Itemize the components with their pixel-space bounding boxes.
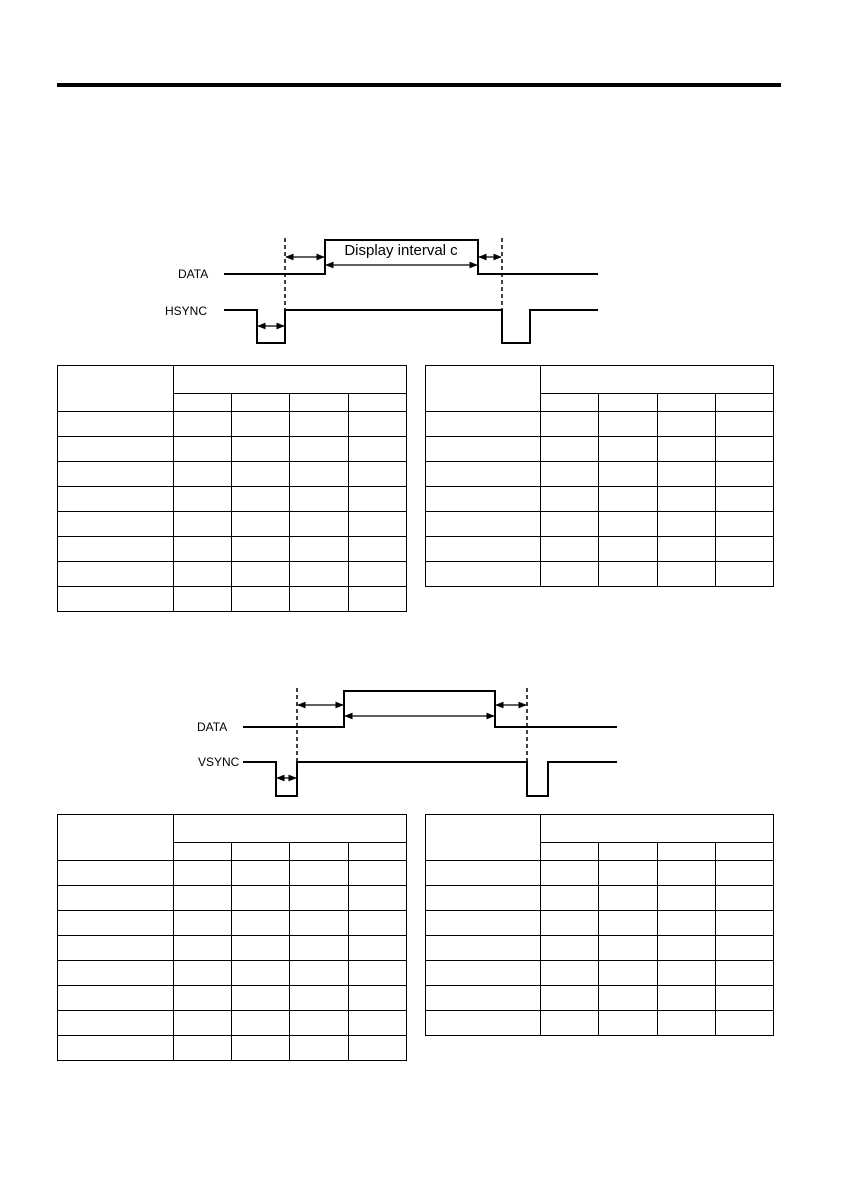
value-cell xyxy=(290,487,348,512)
value-cell xyxy=(290,1036,348,1061)
value-cell xyxy=(541,986,599,1011)
value-cell xyxy=(657,886,715,911)
vsync-signal-label: VSYNC xyxy=(198,755,240,769)
value-cell xyxy=(231,512,289,537)
row-label-cell xyxy=(426,1011,541,1036)
value-cell xyxy=(541,437,599,462)
value-cell xyxy=(715,961,773,986)
row-label-cell xyxy=(58,936,174,961)
value-cell xyxy=(715,936,773,961)
value-cell xyxy=(348,562,406,587)
value-cell xyxy=(231,936,289,961)
value-cell xyxy=(348,537,406,562)
value-cell xyxy=(173,961,231,986)
subheader-cell xyxy=(715,843,773,861)
value-cell xyxy=(541,562,599,587)
table-row xyxy=(426,961,774,986)
value-cell xyxy=(599,1011,657,1036)
value-cell xyxy=(348,487,406,512)
row-label-cell xyxy=(58,986,174,1011)
vsync-waveform xyxy=(243,762,617,796)
value-cell xyxy=(348,911,406,936)
table-row xyxy=(58,487,407,512)
value-cell xyxy=(715,986,773,1011)
subheader-cell xyxy=(657,394,715,412)
row-label-cell xyxy=(426,412,541,437)
value-cell xyxy=(541,911,599,936)
subheader-cell xyxy=(541,843,599,861)
value-cell xyxy=(290,587,348,612)
value-cell xyxy=(173,1011,231,1036)
vertical-timing-table-right xyxy=(425,814,774,1036)
value-cell xyxy=(541,1011,599,1036)
value-cell xyxy=(541,936,599,961)
row-label-cell xyxy=(58,1036,174,1061)
row-label-cell xyxy=(58,587,174,612)
value-cell xyxy=(599,961,657,986)
table-row xyxy=(58,911,407,936)
row-label-cell xyxy=(58,512,174,537)
value-cell xyxy=(657,961,715,986)
value-cell xyxy=(715,537,773,562)
value-cell xyxy=(715,886,773,911)
subheader-cell xyxy=(290,394,348,412)
subheader-cell xyxy=(173,394,231,412)
table-row xyxy=(426,537,774,562)
value-cell xyxy=(173,986,231,1011)
subheader-cell xyxy=(231,394,289,412)
value-cell xyxy=(348,587,406,612)
row-label-cell xyxy=(426,886,541,911)
value-cell xyxy=(657,412,715,437)
table-row xyxy=(58,562,407,587)
row-label-cell xyxy=(58,886,174,911)
value-cell xyxy=(599,861,657,886)
value-cell xyxy=(290,412,348,437)
value-cell xyxy=(657,537,715,562)
value-cell xyxy=(231,986,289,1011)
value-cell xyxy=(173,537,231,562)
value-cell xyxy=(541,861,599,886)
value-cell xyxy=(290,537,348,562)
value-cell xyxy=(541,961,599,986)
row-label-cell xyxy=(426,911,541,936)
value-cell xyxy=(290,437,348,462)
row-label-cell xyxy=(426,562,541,587)
value-cell xyxy=(231,562,289,587)
value-cell xyxy=(173,911,231,936)
table-row xyxy=(426,911,774,936)
table-row xyxy=(58,986,407,1011)
value-cell xyxy=(541,537,599,562)
table-row xyxy=(58,886,407,911)
value-cell xyxy=(231,437,289,462)
table-row xyxy=(426,487,774,512)
value-cell xyxy=(348,936,406,961)
row-label-cell xyxy=(426,986,541,1011)
group-header-cell xyxy=(173,366,406,394)
table-row xyxy=(58,437,407,462)
value-cell xyxy=(657,911,715,936)
value-cell xyxy=(290,986,348,1011)
data-waveform xyxy=(243,691,617,727)
table-row xyxy=(426,412,774,437)
value-cell xyxy=(348,412,406,437)
value-cell xyxy=(173,886,231,911)
value-cell xyxy=(599,911,657,936)
value-cell xyxy=(173,412,231,437)
row-label-cell xyxy=(426,936,541,961)
row-label-cell xyxy=(58,1011,174,1036)
value-cell xyxy=(231,961,289,986)
value-cell xyxy=(541,512,599,537)
horizontal-timing-table-left xyxy=(57,365,407,612)
value-cell xyxy=(657,487,715,512)
table-row xyxy=(426,936,774,961)
table-row xyxy=(58,1036,407,1061)
table-row xyxy=(58,961,407,986)
hsync-signal-label: HSYNC xyxy=(165,304,208,318)
row-label-cell xyxy=(426,462,541,487)
row-label-cell xyxy=(58,412,174,437)
param-header-cell xyxy=(426,366,541,412)
row-label-cell xyxy=(58,487,174,512)
row-label-cell xyxy=(58,861,174,886)
value-cell xyxy=(290,936,348,961)
subheader-cell xyxy=(715,394,773,412)
value-cell xyxy=(290,861,348,886)
value-cell xyxy=(715,911,773,936)
value-cell xyxy=(231,1036,289,1061)
subheader-cell xyxy=(657,843,715,861)
value-cell xyxy=(348,1011,406,1036)
value-cell xyxy=(231,861,289,886)
subheader-cell xyxy=(348,394,406,412)
table-row xyxy=(58,462,407,487)
table-row xyxy=(58,861,407,886)
row-label-cell xyxy=(426,961,541,986)
subheader-cell xyxy=(231,843,289,861)
value-cell xyxy=(290,911,348,936)
table-row xyxy=(58,412,407,437)
row-label-cell xyxy=(426,537,541,562)
value-cell xyxy=(599,886,657,911)
value-cell xyxy=(173,462,231,487)
value-cell xyxy=(348,462,406,487)
value-cell xyxy=(173,437,231,462)
value-cell xyxy=(657,462,715,487)
table-row xyxy=(426,562,774,587)
value-cell xyxy=(657,986,715,1011)
param-header-cell xyxy=(58,815,174,861)
value-cell xyxy=(599,537,657,562)
vertical-timing-diagram xyxy=(0,685,841,800)
value-cell xyxy=(599,437,657,462)
value-cell xyxy=(715,487,773,512)
subheader-cell xyxy=(599,394,657,412)
value-cell xyxy=(541,886,599,911)
value-cell xyxy=(231,1011,289,1036)
subheader-cell xyxy=(541,394,599,412)
subheader-cell xyxy=(348,843,406,861)
subheader-cell xyxy=(599,843,657,861)
group-header-cell xyxy=(541,366,774,394)
value-cell xyxy=(657,936,715,961)
row-label-cell xyxy=(426,512,541,537)
table-row xyxy=(426,886,774,911)
param-header-cell xyxy=(58,366,174,412)
row-label-cell xyxy=(426,437,541,462)
value-cell xyxy=(599,487,657,512)
group-header-cell xyxy=(541,815,774,843)
table-row xyxy=(426,861,774,886)
vertical-timing-table-left xyxy=(57,814,407,1061)
table-row xyxy=(58,537,407,562)
value-cell xyxy=(290,562,348,587)
table-row xyxy=(426,437,774,462)
value-cell xyxy=(348,961,406,986)
table-row xyxy=(58,1011,407,1036)
data-signal-label: DATA xyxy=(178,267,209,281)
param-header-cell xyxy=(426,815,541,861)
subheader-cell xyxy=(290,843,348,861)
table-row xyxy=(426,1011,774,1036)
table-row xyxy=(58,587,407,612)
value-cell xyxy=(231,587,289,612)
value-cell xyxy=(715,412,773,437)
row-label-cell xyxy=(58,961,174,986)
value-cell xyxy=(290,462,348,487)
table-row xyxy=(426,986,774,1011)
value-cell xyxy=(231,537,289,562)
value-cell xyxy=(231,462,289,487)
row-label-cell xyxy=(58,562,174,587)
table-row xyxy=(58,512,407,537)
display-interval-label: Display interval c xyxy=(344,242,458,259)
row-label-cell xyxy=(58,462,174,487)
value-cell xyxy=(657,861,715,886)
value-cell xyxy=(348,986,406,1011)
value-cell xyxy=(657,512,715,537)
table-row xyxy=(58,936,407,961)
value-cell xyxy=(173,512,231,537)
value-cell xyxy=(231,911,289,936)
value-cell xyxy=(290,886,348,911)
value-cell xyxy=(599,936,657,961)
header-rule xyxy=(57,83,781,87)
horizontal-timing-table-right xyxy=(425,365,774,587)
value-cell xyxy=(348,886,406,911)
value-cell xyxy=(231,487,289,512)
value-cell xyxy=(715,861,773,886)
value-cell xyxy=(541,487,599,512)
table-row xyxy=(426,512,774,537)
value-cell xyxy=(657,437,715,462)
value-cell xyxy=(715,437,773,462)
value-cell xyxy=(173,936,231,961)
value-cell xyxy=(348,861,406,886)
data-signal-label: DATA xyxy=(197,720,228,734)
row-label-cell xyxy=(426,861,541,886)
value-cell xyxy=(173,861,231,886)
value-cell xyxy=(715,462,773,487)
value-cell xyxy=(348,1036,406,1061)
row-label-cell xyxy=(58,537,174,562)
value-cell xyxy=(599,412,657,437)
row-label-cell xyxy=(58,911,174,936)
value-cell xyxy=(231,412,289,437)
value-cell xyxy=(173,1036,231,1061)
value-cell xyxy=(657,562,715,587)
value-cell xyxy=(715,562,773,587)
value-cell xyxy=(599,462,657,487)
group-header-cell xyxy=(173,815,406,843)
value-cell xyxy=(541,412,599,437)
value-cell xyxy=(715,1011,773,1036)
subheader-cell xyxy=(173,843,231,861)
value-cell xyxy=(715,512,773,537)
value-cell xyxy=(348,512,406,537)
horizontal-timing-diagram xyxy=(0,230,841,350)
value-cell xyxy=(541,462,599,487)
value-cell xyxy=(173,562,231,587)
value-cell xyxy=(173,587,231,612)
value-cell xyxy=(231,886,289,911)
value-cell xyxy=(173,487,231,512)
value-cell xyxy=(290,512,348,537)
row-label-cell xyxy=(58,437,174,462)
value-cell xyxy=(599,562,657,587)
value-cell xyxy=(290,1011,348,1036)
row-label-cell xyxy=(426,487,541,512)
value-cell xyxy=(290,961,348,986)
table-row xyxy=(426,462,774,487)
value-cell xyxy=(599,512,657,537)
value-cell xyxy=(348,437,406,462)
value-cell xyxy=(599,986,657,1011)
value-cell xyxy=(657,1011,715,1036)
